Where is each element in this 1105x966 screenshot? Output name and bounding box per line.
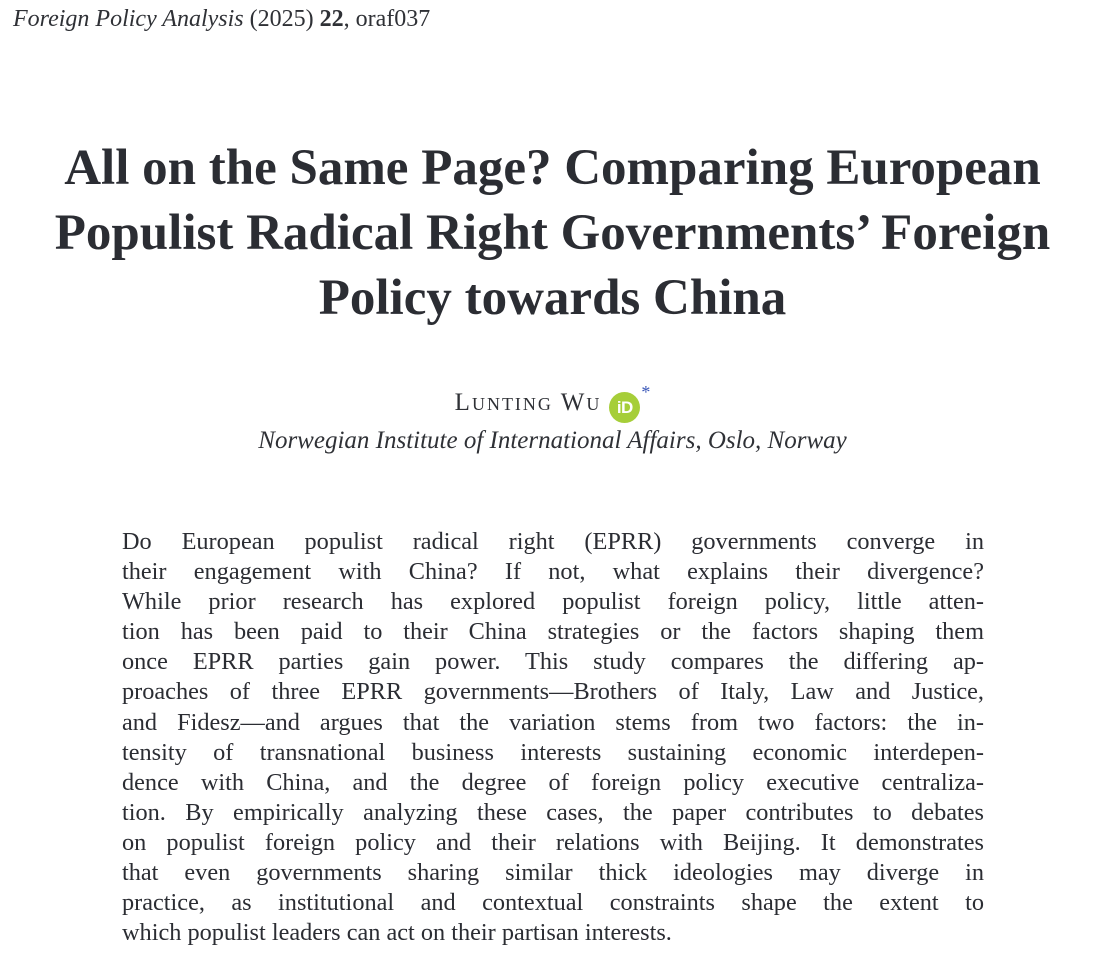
- abstract-line: tion. By empirically analyzing these cases, the paper contributes to debates: [122, 798, 984, 826]
- title-line: All on the Same Page? Comparing European: [64, 140, 1041, 196]
- abstract-line: and Fidesz—and argues that the variation stems from two factors: the in-: [122, 708, 984, 736]
- journal-name: Foreign Policy Analysis: [13, 6, 244, 32]
- abstract-line: which populist leaders can act on their partisan interests.: [122, 919, 672, 947]
- abstract-line: proaches of three EPRR governments—Brothers of Italy, Law and Justice,: [122, 678, 984, 706]
- abstract-line: tensity of transnational business interests sustaining economic interdepen-: [122, 738, 984, 766]
- title-line: Policy towards China: [318, 270, 787, 326]
- publication-year: (2025): [249, 6, 314, 32]
- abstract-line: practice, as institutional and contextual constraints shape the extent to: [122, 889, 984, 917]
- abstract-line: their engagement with China? If not, what explains their divergence?: [122, 558, 984, 586]
- corresponding-author-marker[interactable]: *: [641, 382, 651, 402]
- title-line: Populist Radical Right Governments’ Foreign: [54, 205, 1051, 261]
- author-line: [0, 382, 1105, 423]
- abstract-line: dence with China, and the degree of foreign policy executive centraliza-: [122, 768, 984, 796]
- paper-title: [0, 136, 1105, 331]
- article-id: , oraf037: [343, 6, 431, 32]
- volume-number: 22: [319, 6, 344, 32]
- abstract-line: once EPRR parties gain power. This study compares the differing ap-: [122, 648, 984, 676]
- author-name: Lunting Wu: [454, 389, 602, 416]
- abstract-line: that even governments sharing similar thick ideologies may diverge in: [122, 859, 984, 887]
- abstract-line: While prior research has explored populist foreign policy, little atten-: [122, 588, 984, 616]
- abstract-line: on populist foreign policy and their relations with Beijing. It demonstrates: [122, 828, 984, 856]
- abstract: [122, 527, 984, 948]
- abstract-line: tion has been paid to their China strategies or the factors shaping them: [122, 618, 984, 646]
- running-head: [13, 6, 430, 33]
- orcid-icon[interactable]: iD: [609, 392, 640, 423]
- author-affiliation: Norwegian Institute of International Affairs, Oslo, Norway: [258, 427, 847, 454]
- abstract-line: Do European populist radical right (EPRR) governments converge in: [122, 528, 984, 555]
